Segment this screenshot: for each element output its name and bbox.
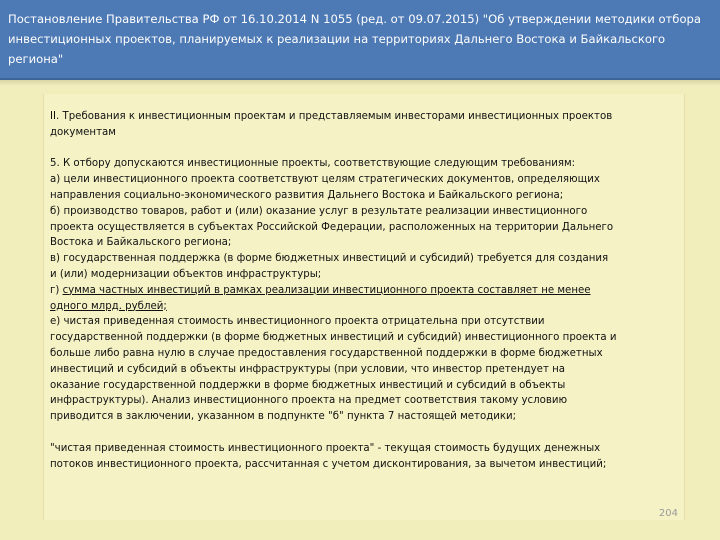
definition-line: "чистая приведенная стоимость инвестиционного проекта" - текущая стоимость будущих денежных [50,442,601,454]
requirement-g-underlined-text: одного млрд. рублей; [50,300,167,312]
page-number: 204 [658,508,678,519]
requirement-e-line: государственной поддержки (в форме бюджетных инвестиций и субсидий) инвестиционного проекта и [50,332,617,344]
section-heading-line: II. Требования к инвестиционным проектам и представляемым инвесторами инвестиционных проектов [50,111,613,122]
slide-title-line: инвестиционных проектов, планируемых к реализации на территориях Дальнего Востока и Байкальского [8,32,666,46]
paragraph-spacer [50,425,685,441]
slide-title-line: Постановление Правительства РФ от 16.10.2014 N 1055 (ред. от 09.07.2015) "Об утверждении методики отбора [8,12,701,26]
slide-title [8,9,708,69]
requirement-e-line: инфраструктуры). Анализ инвестиционного проекта на предмет соответствия такому условию [50,395,568,407]
requirement-e-line: оказание государственной поддержки в форме бюджетных инвестиций и субсидий в объекты [50,379,566,391]
document-excerpt [50,109,685,472]
requirement-g-prefix: г) [50,284,63,296]
requirement-e-line: больше либо равна нулю в случае предоставления государственной поддержки в форме бюджетных [50,347,603,359]
requirement-a-line: направления социально-экономического развития Дальнего Востока и Байкальского региона; [50,189,564,201]
slide-header [0,0,720,80]
requirement-g-underlined-text: сумма частных инвестиций в рамках реализации инвестиционного проекта составляет не менее [62,284,591,296]
requirement-b-line: проекта осуществляется в субъектах Российской Федерации, расположенных на территории Дальнего [50,221,614,233]
requirement-e-line: инвестиций и субсидий в объекты инфраструктуры (при условии, что инвестор претендует на [50,363,566,375]
requirement-e-line: е) чистая приведенная стоимость инвестиционного проекта отрицательна при отсутствии [50,316,545,328]
header-shadow-divider [0,80,720,86]
section-heading-line: документам [50,126,116,138]
requirement-v-line: в) государственная поддержка (в форме бюджетных инвестиций и субсидий) требуется для создания [50,253,609,265]
requirements-intro-line: 5. К отбору допускаются инвестиционные проекты, соответствующие следующим требованиям: [50,158,576,170]
requirement-v-line: и (или) модернизации объектов инфраструктуры; [50,268,322,280]
requirement-e-line: приводится в заключении, указанном в подпункте "б" пункта 7 настоящей методики; [50,411,517,423]
requirement-b-line: б) производство товаров, работ и (или) оказание услуг в результате реализации инвестиционного [50,205,588,217]
requirement-g-line [50,283,685,299]
definition-line: потоков инвестиционного проекта, рассчитанная с учетом дисконтирования, за вычетом инвестиций; [50,458,607,470]
requirement-b-line: Востока и Байкальского региона; [50,237,232,249]
slide-title-line: региона" [8,52,64,66]
paragraph-spacer [50,141,685,157]
requirement-a-line: а) цели инвестиционного проекта соответствуют целям стратегических документов, определяющих [50,174,600,186]
